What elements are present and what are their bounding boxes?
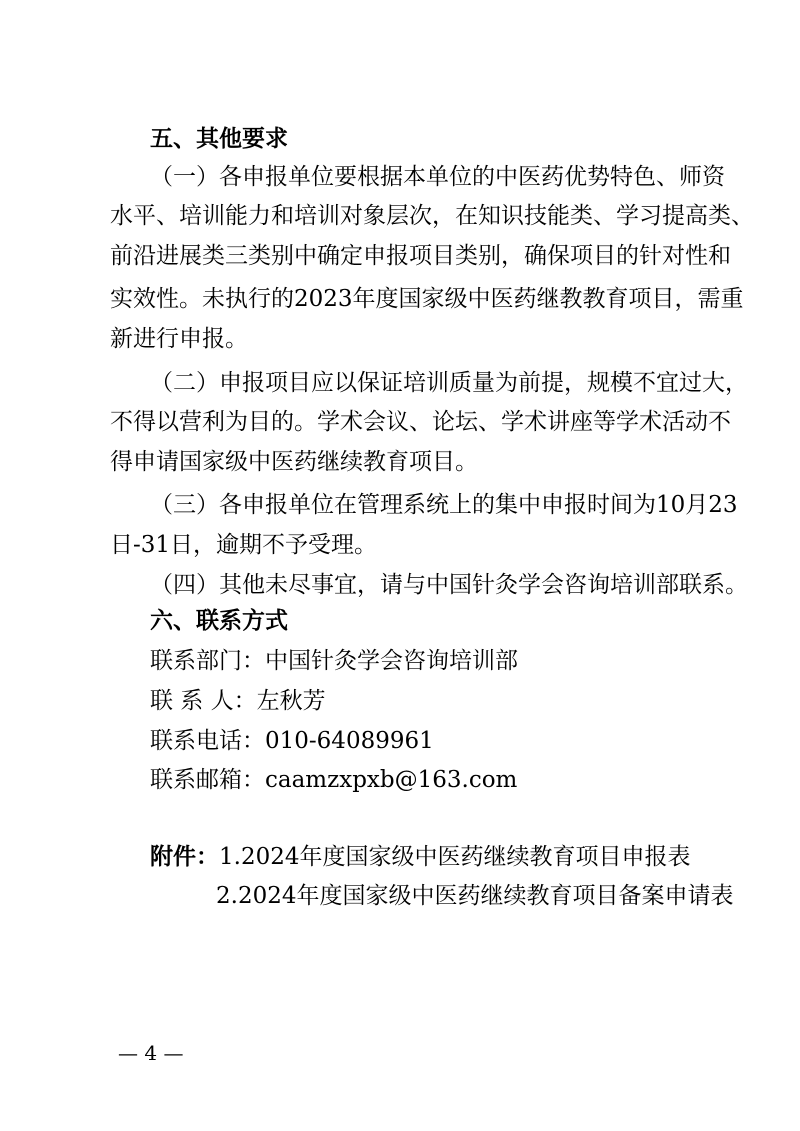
attachment-item-1: 1.2024年度国家级中医药继续教育项目申报表 [219, 844, 691, 870]
contact-phone: 联系电话：010-64089961 [150, 728, 434, 754]
item-2-line-3: 得申请国家级中医药继续教育项目。 [110, 449, 478, 475]
item-1-line-1: （一）各申报单位要根据本单位的中医药优势特色、师资 [150, 164, 725, 190]
item-1-line-4: 实效性。未执行的2023年度国家级中医药继教教育项目，需重 [110, 286, 744, 312]
contact-person: 联 系 人：左秋芳 [150, 688, 326, 714]
attachment-item-2: 2.2024年度国家级中医药继续教育项目备案申请表 [216, 883, 734, 909]
item-1-line-5: 新进行申报。 [110, 326, 248, 352]
attachment-label: 附件： [150, 844, 219, 870]
item-1-line-2: 水平、培训能力和培训对象层次，在知识技能类、学习提高类、 [110, 203, 754, 229]
contact-email: 联系邮箱：caamzxpxb@163.com [150, 767, 518, 793]
item-3-line-1: （三）各申报单位在管理系统上的集中申报时间为10月23 [150, 492, 738, 518]
section-5-heading: 五、其他要求 [150, 126, 288, 152]
item-2-line-2: 不得以营利为目的。学术会议、论坛、学术讲座等学术活动不 [110, 409, 731, 435]
page-number: — 4 — [118, 1041, 184, 1065]
section-6-heading: 六、联系方式 [150, 608, 288, 634]
item-3-line-2: 日-31日，逾期不予受理。 [110, 532, 378, 558]
item-2-line-1: （二）申报项目应以保证培训质量为前提，规模不宜过大， [150, 370, 748, 396]
item-1-line-3: 前沿进展类三类别中确定申报项目类别，确保项目的针对性和 [110, 243, 731, 269]
contact-department: 联系部门：中国针灸学会咨询培训部 [150, 648, 518, 674]
attachment-line-1 [150, 842, 690, 872]
item-4-line-1: （四）其他未尽事宜，请与中国针灸学会咨询培训部联系。 [150, 572, 748, 598]
